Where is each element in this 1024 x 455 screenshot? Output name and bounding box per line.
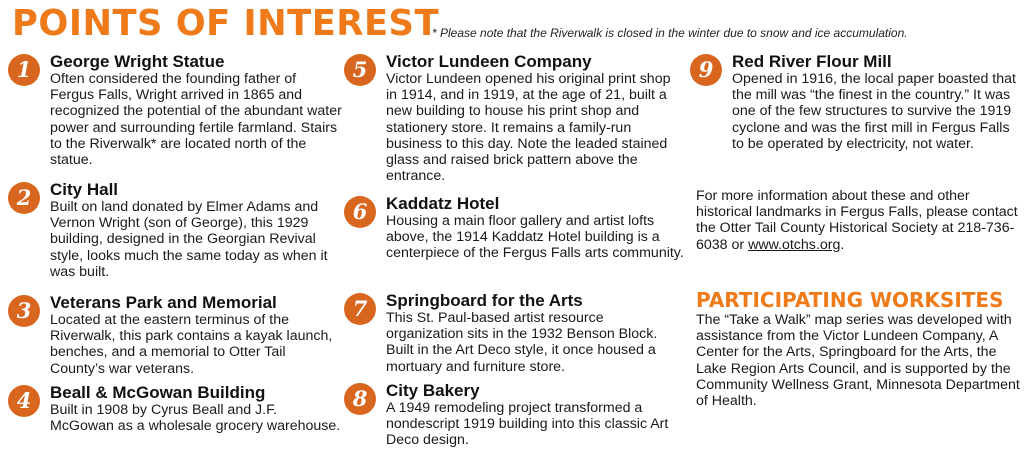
- poi-7: [344, 291, 684, 381]
- more-info-text: For more information about these and other historical landmarks in Fergus Falls, please contact the Otter Tail County Historical Society at 218-736-6038 or: [696, 188, 1018, 253]
- poi-description: Housing a main floor gallery and artist lofts above, the 1914 Kaddatz Hotel building is a centerpiece of the Fergus Falls arts community.: [386, 213, 684, 262]
- poi-title: Veterans Park and Memorial: [50, 293, 277, 312]
- poi-3: [8, 293, 343, 383]
- page-title: POINTS OF INTEREST: [12, 3, 440, 44]
- poi-description: Opened in 1916, the local paper boasted that the mill was “the finest in the country.” It was one of the few structures to survive the 1919 cyclone and was the first mill in Fergus Falls to be operated by electricity, not water.: [732, 71, 1016, 152]
- poi-1: [8, 52, 343, 180]
- poi-6: [344, 194, 684, 291]
- poi-4: [8, 383, 343, 434]
- number-badge: 1: [8, 54, 40, 86]
- number-badge: 3: [8, 295, 40, 327]
- poi-title: Victor Lundeen Company: [386, 52, 592, 71]
- poi-title: Beall & McGowan Building: [50, 383, 266, 402]
- column-2: [344, 52, 684, 449]
- poi-description: A 1949 remodeling project transformed a nondescript 1919 building into this classic Art Deco design.: [386, 400, 669, 449]
- poi-title: City Hall: [50, 180, 119, 199]
- poi-description: Built in 1908 by Cyrus Beall and J.F. McGowan as a wholesale grocery warehouse.: [50, 402, 341, 435]
- poi-description: Often considered the founding father of Fergus Falls, Wright arrived in 1865 and recognized the potential of the abundant water power and surrounding fertile farmland. Stairs to the Riverwalk* are located north of the statue.: [50, 71, 342, 169]
- column-1: [8, 52, 343, 434]
- number-badge: 9: [690, 54, 722, 86]
- poi-9: [690, 52, 1020, 188]
- poi-5: [344, 52, 684, 194]
- number-badge: 6: [344, 196, 376, 228]
- poi-title: Red River Flour Mill: [732, 52, 892, 71]
- number-badge: 7: [344, 293, 376, 325]
- more-info: [690, 188, 1020, 288]
- poi-title: Kaddatz Hotel: [386, 194, 500, 213]
- poi-title: George Wright Statue: [50, 52, 225, 71]
- poi-title: Springboard for the Arts: [386, 291, 583, 310]
- number-badge: 2: [8, 182, 40, 214]
- poi-description: Located at the eastern terminus of the Riverwalk, this park contains a kayak launch, benches, and a memorial to Otter Tail County’s war veterans.: [50, 312, 333, 377]
- poi-2: [8, 180, 343, 293]
- poi-8: [344, 381, 684, 449]
- poi-title: City Bakery: [386, 381, 480, 400]
- number-badge: 5: [344, 54, 376, 86]
- worksites-title: PARTICIPATING WORKSITES: [696, 288, 1004, 312]
- poi-description: Built on land donated by Elmer Adams and Vernon Wright (son of George), this 1929 building, designed in the Georgian Revival style, looks much the same today as when it was built.: [50, 199, 328, 280]
- number-badge: 4: [8, 385, 40, 417]
- otchs-link[interactable]: www.otchs.org: [748, 236, 841, 253]
- more-info-end: .: [840, 236, 845, 253]
- number-badge: 8: [344, 383, 376, 415]
- worksites-description: The “Take a Walk” map series was developed with assistance from the Victor Lundeen Company, A Center for the Arts, Springboard for the Arts, the Lake Region Arts Council, and is supported by the Community Wellness Grant, Minnesota Department of Health.: [696, 312, 1020, 410]
- column-3: [690, 52, 1020, 409]
- poi-description: This St. Paul-based artist resource organization sits in the 1932 Benson Block. Built in the Art Deco style, it once housed a mortuary and furniture store.: [386, 310, 658, 375]
- poi-description: Victor Lundeen opened his original print shop in 1914, and in 1919, at the age of 21, built a new building to house his print shop and stationery store. It remains a family-run business to this day. Note the leaded stained glass and raised brick pattern above the entrance.: [386, 71, 671, 185]
- riverwalk-note: * Please note that the Riverwalk is closed in the winter due to snow and ice accumulation.: [432, 26, 908, 40]
